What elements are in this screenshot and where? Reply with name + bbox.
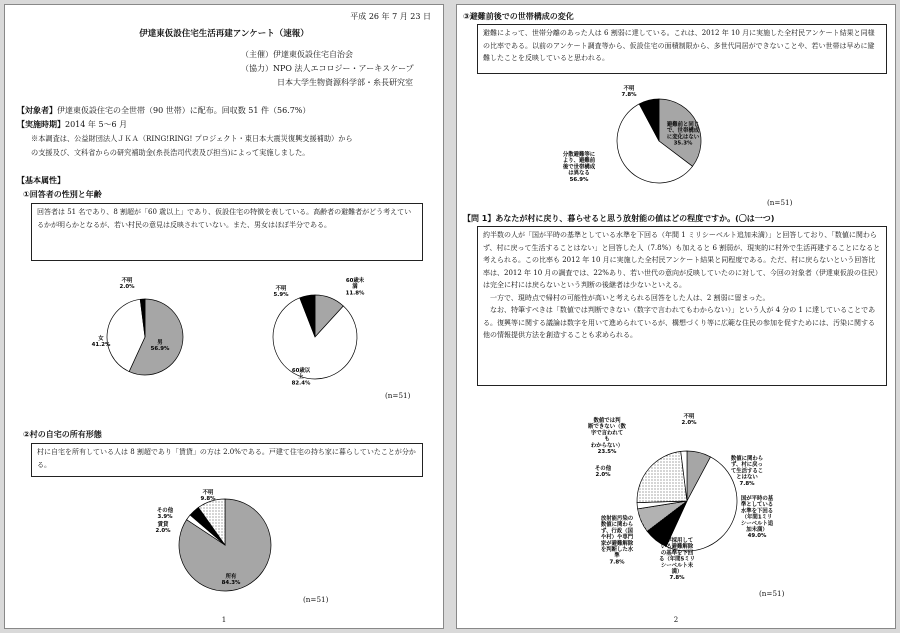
question1-paragraph-3: なお、特筆すべきは「数値では判断できない（数字で言われてもわからない）」という人が 4 分の 1 に達していることである。復興等に関する議論は数字を用いて進められているが、構想づくり等に広範な住民の参加を促すためには、汚染に関する他の情報提供方法を創造することも求められる。 [483,306,876,339]
age-label-3: 不明 5.9% [273,286,289,299]
question1-paragraph-1: 約半数の人が「国が平時の基準としている水準を下回る（年間 1 ミリシーベルト追加未満）」と回答しており、「数値に関わらず、村に戻って生活することはない」と回答した人（7.8%）も加えると 6 割弱が、現実的に村外で生活再建することになると考えられる。この比率も 2012 年 10 月に実施した全村民アンケート結果と同程度である。ただ、村に戻らないという回答比率は、2012 年 10 月の調査では、22%あり、若い世代の意向が反映していたのに対して、今回の対象者（伊達東仮設の住民）は完全に村には戻らないという判断の後継者は少ないといえる。 [483,231,881,289]
section2-summary-box [31,443,423,477]
period-label: 【実施時期】 [17,120,65,129]
section1-heading: ①回答者の性別と年齢 [23,190,102,199]
funding-note-1: ※本調査は、公益財団法人ＪＫＡ（RING!RING! プロジェクト・東日本大震災復興支援補助）から [31,134,353,143]
radiation-slice-6 [637,451,687,502]
age-label-1: 60歳未満 11.8% [345,278,365,297]
funding-note-2: の支援及び、文科省からの研究補助金(糸長浩司代表及び担当)によって実施しました。 [31,148,310,157]
gender-label-2: 女 41.2% [91,336,111,349]
cooperator: （協力）NPO 法人エコロジー・アーキスケープ [241,64,414,73]
age-pie-chart [245,275,415,405]
section3-heading: ③避難前後での世帯構成の変化 [463,12,574,21]
section2-summary: 村に自宅を所有している人は 8 割超であり「賃貸」の方は 2.0%である。戸建て住宅の持ち家に暮らしていたことが分かる。 [37,448,416,469]
target-line [17,105,310,116]
ownership-pie-chart [125,483,305,603]
section3-sample-size: (n=51) [767,198,793,207]
radiation-label-7: 不明 2.0% [681,414,697,427]
ownership-label-2: 賃貸 2.0% [155,522,171,535]
ownership-label-3: その他 3.9% [156,508,174,521]
section3-summary-box [477,24,887,74]
section1-summary-box [31,203,423,261]
ownership-label-1: 所有 84.3% [221,574,241,587]
page-2 [456,4,896,629]
cooperator-lab: 日本大学生物資源科学部・糸長研究室 [277,78,413,87]
radiation-label-3: 村が採用している避難解除の基準を下回る（年間5ミリシーベルト未満） 7.8% [658,538,696,582]
gender-label-3: 不明 2.0% [119,278,135,291]
question1-paragraph-2: 一方で、現時点で帰村の可能性が高いと考えられる回答をした人は、2 割弱に留まった。 [490,293,770,302]
radiation-label-1: 数値に関わらず、村に戻って生活することはない 7.8% [730,456,764,487]
radiation-label-5: その他 2.0% [594,466,612,479]
section2-heading: ②村の自宅の所有形態 [23,430,102,439]
organizer: （主催）伊達東仮設住宅自治会 [241,50,353,59]
ownership-label-4: 不明 9.8% [200,490,216,503]
household-label-1: 避難前と同じで、世帯構成に変化はない 35.3% [666,122,700,147]
basic-attributes-heading: 【基本属性】 [17,176,65,185]
question1-sample-size: (n=51) [759,589,785,598]
section1-summary: 回答者は 51 名であり、8 割超が「60 歳以上」であり、仮設住宅の特徴を表している。高齢者の避難者がどう考えているかが明らかとなるが、若い村民の意見は反映されていない。また、男女はほぼ半分である。 [37,208,412,229]
household-label-2: 分散避難等により、避難前後で世帯構成は異なる 56.9% [562,152,596,183]
target-text: 伊達東仮設住宅の全世帯（90 世帯）に配布。回収数 51 件（56.7%） [57,106,311,115]
radiation-label-2: 国が平時の基準としている水準を下回る（年間1ミリシーベルト追加未満） 49.0% [740,496,774,540]
question1-heading: 【問 1】あなたが村に戻り、暮らせると思う放射能の値はどの程度ですか。(〇は一つ) [463,214,775,223]
gender-label-1: 男 56.9% [150,340,170,353]
section2-sample-size: (n=51) [303,595,329,604]
gender-pie-chart [65,275,225,405]
survey-date: 平成 26 年 7 月 23 日 [350,12,431,21]
target-label: 【対象者】 [17,106,57,115]
section1-sample-size: (n=51) [385,391,411,400]
period-line [17,119,127,130]
page-1 [4,4,444,629]
household-label-3: 不明 7.8% [621,86,637,99]
age-label-2: 60歳以上 82.4% [291,368,311,387]
radiation-threshold-pie-chart [537,395,817,600]
page-number: 2 [673,616,679,624]
page-number: 1 [221,616,227,624]
question1-summary-box [477,226,887,386]
household-pie-chart [557,81,757,201]
radiation-label-6: 数値では判断できない（数字で言われてもわからない） 23.5% [588,418,626,455]
page-title: 伊達東仮設住宅生活再建アンケート（速報） [139,29,309,39]
radiation-label-4: 放射能汚染の数値に関わらず、行政（国や村）や専門家が避難解除を判断した水準 7.8% [600,516,634,566]
section3-summary: 避難によって、世帯分離のあった人は 6 割弱に達している。これは、2012 年 10 月に実施した全村民アンケート結果と同様の比率である。以前のアンケート調査等から、仮設住宅の面積制限から、多世代同居ができないことや、若い世帯は早めに避難したことを反映していると思われる。 [483,29,875,62]
period-text: 2014 年 5〜6 月 [65,120,128,129]
